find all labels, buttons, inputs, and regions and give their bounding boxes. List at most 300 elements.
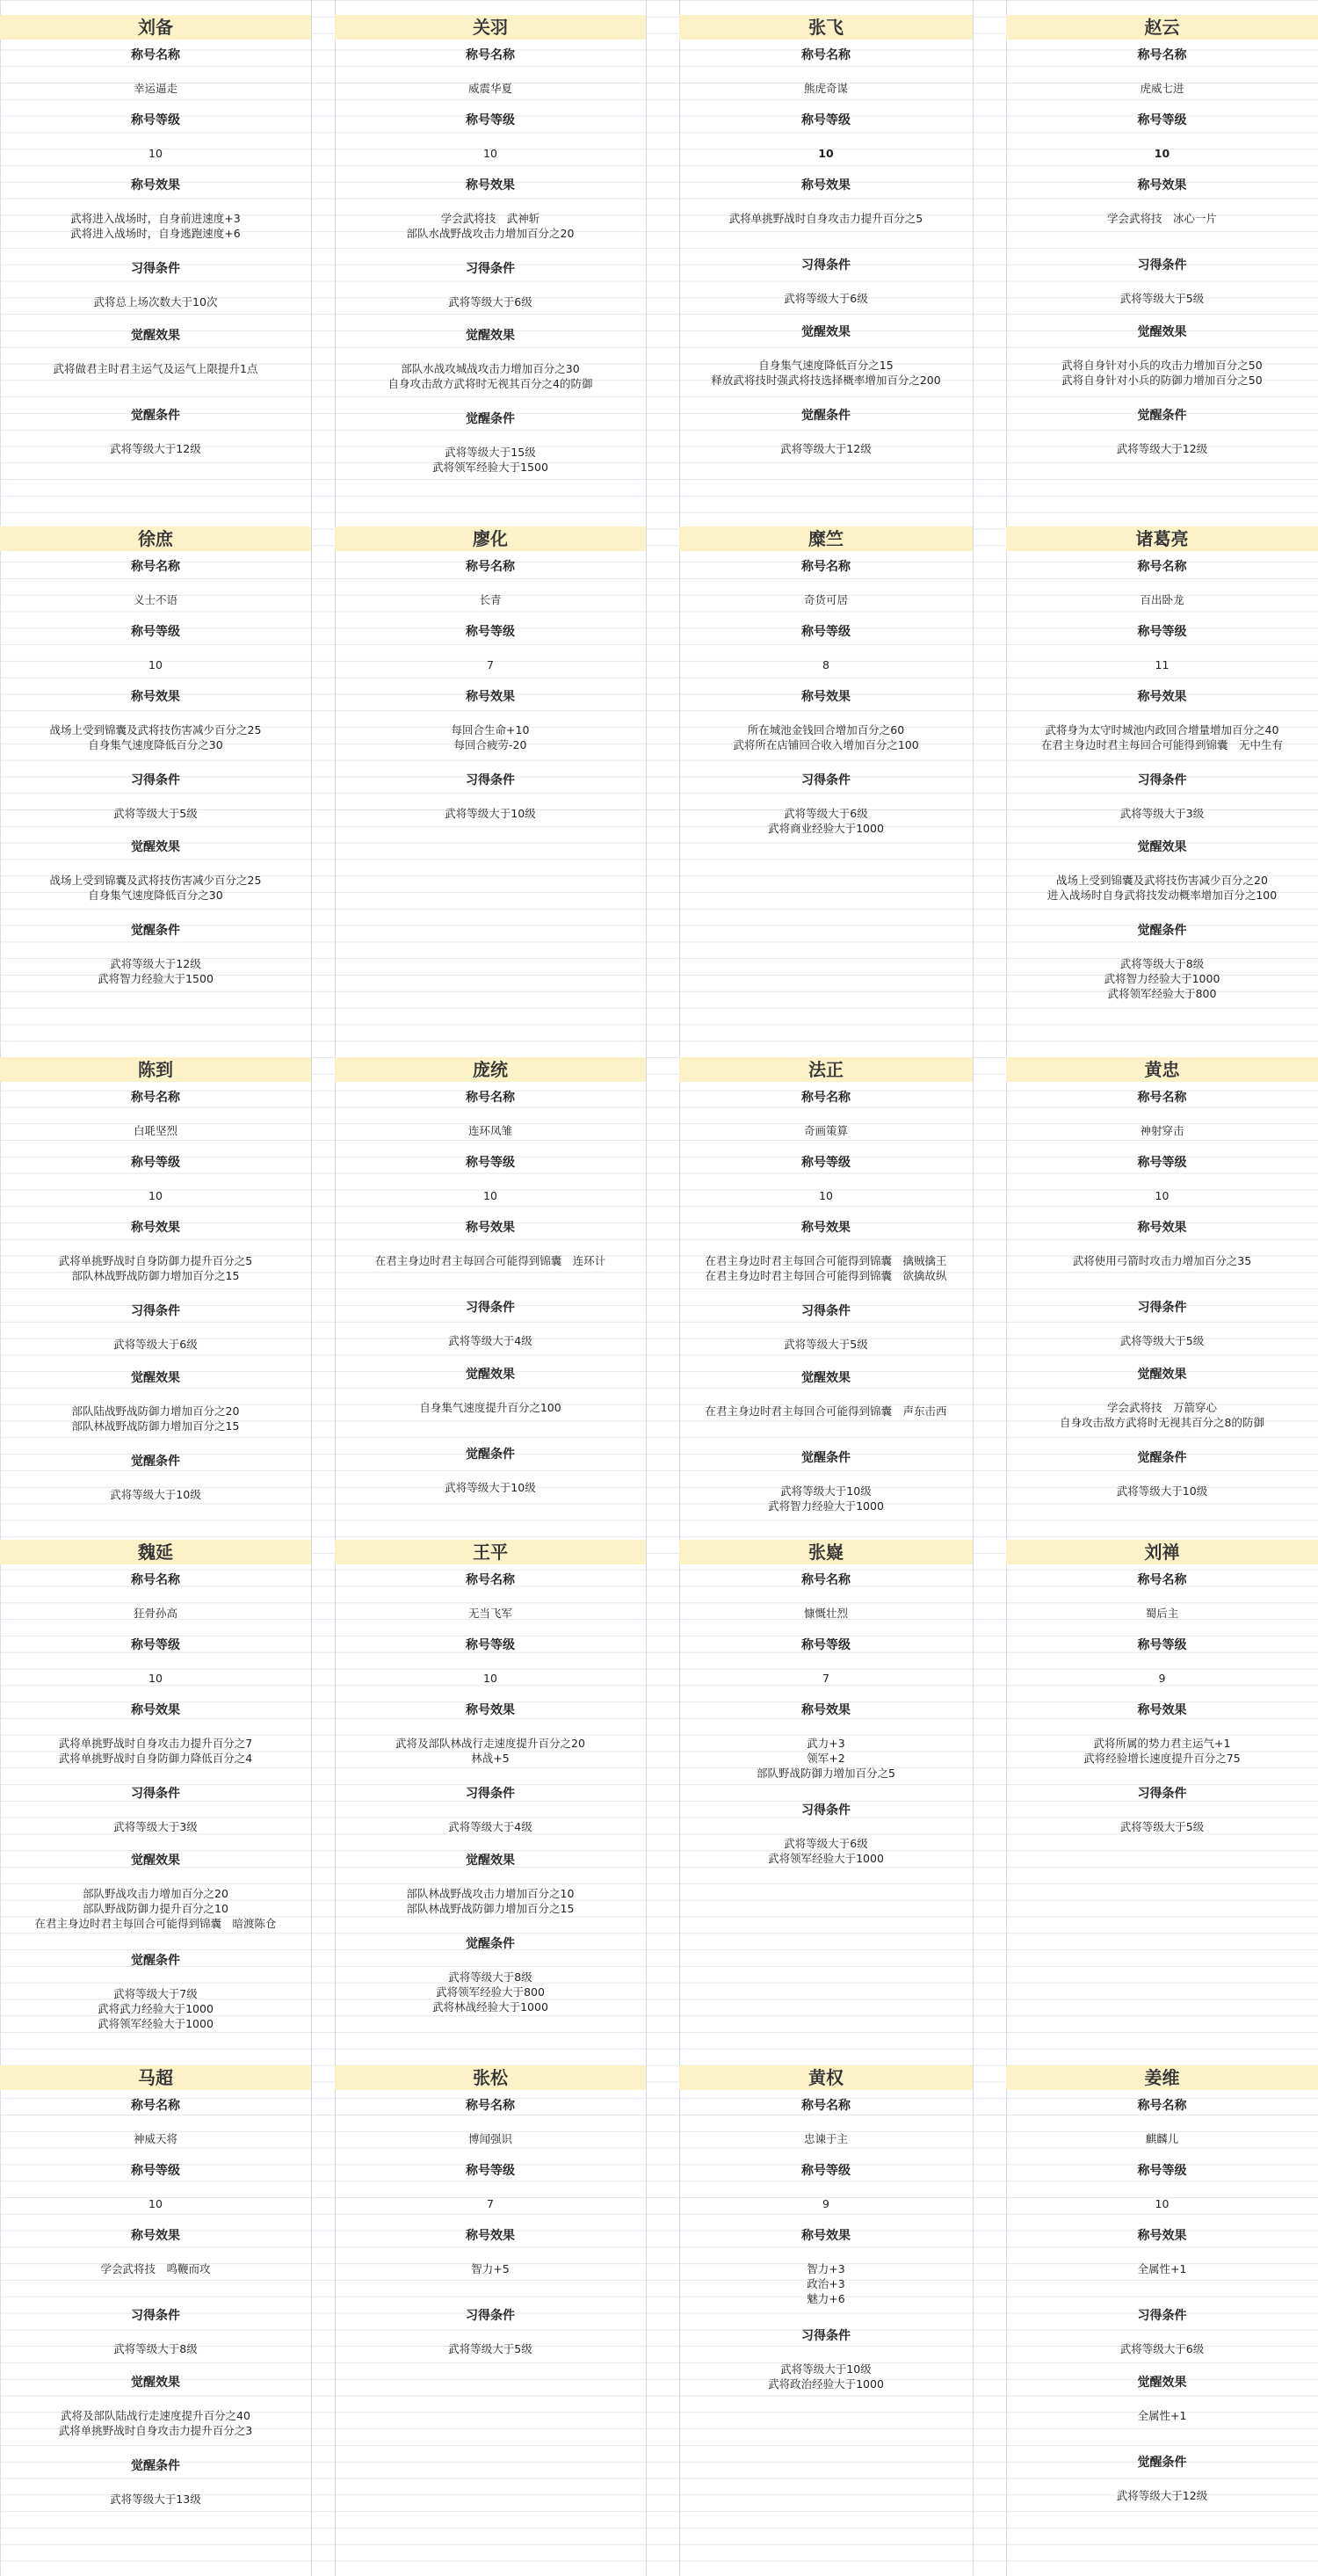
title-level-label: 称号等级 xyxy=(466,2164,515,2178)
title-name-value-lines xyxy=(679,1606,973,1621)
value-line: 武将身为太守时城池内政回合增量增加百分之40 xyxy=(1045,723,1279,737)
value-line: 武将做君主时君主运气及运气上限提升1点 xyxy=(53,362,258,375)
value-line: 武将经验增长速度提升百分之75 xyxy=(1083,1752,1241,1765)
title-level-label: 称号等级 xyxy=(131,2164,180,2178)
learn-condition-value-lines xyxy=(1006,2341,1318,2356)
title-effect-value xyxy=(0,2253,311,2300)
value-line: 武将领军经验大于1000 xyxy=(768,1852,884,1865)
value-line: 在君主身边时君主每回合可能得到锦囊 擒贼擒王 xyxy=(705,1254,947,1267)
value-line: 武将等级大于10级 xyxy=(110,1488,201,1501)
title-level-label: 称号等级 xyxy=(1137,1638,1187,1652)
title-level-value-lines xyxy=(1006,146,1318,161)
grid-line xyxy=(646,0,647,2576)
learn-condition-value xyxy=(1006,282,1318,316)
title-level-value xyxy=(679,1662,973,1694)
value-line: 武将等级大于8级 xyxy=(448,1970,532,1984)
learn-condition-value xyxy=(1006,1324,1318,1359)
title-name-value-lines xyxy=(1006,1123,1318,1138)
title-effect-value xyxy=(679,714,973,765)
title-effect-value xyxy=(335,202,646,253)
value-line: 武将进入战场时，自身逃跑速度+6 xyxy=(70,227,241,240)
title-level-label: 称号等级 xyxy=(466,1638,515,1652)
hero-name-header: 诸葛亮 xyxy=(1006,526,1318,551)
hero-name-header: 陈到 xyxy=(0,1057,311,1082)
title-effect-value-lines xyxy=(0,722,311,752)
title-name-value xyxy=(335,2122,646,2155)
awaken-condition-value-lines xyxy=(1006,441,1318,456)
value-line: 11 xyxy=(1155,658,1170,671)
value-line: 武将政治经验大于1000 xyxy=(768,2377,884,2391)
learn-condition-value xyxy=(335,1810,646,1845)
title-level-value-lines xyxy=(1006,1188,1318,1203)
learn-condition-value xyxy=(0,286,311,320)
value-line: 7 xyxy=(487,2197,494,2210)
learn-condition-label: 习得条件 xyxy=(131,1787,180,1801)
title-level-value xyxy=(0,1179,311,1212)
learn-condition-value xyxy=(335,1324,646,1359)
awaken-effect-value xyxy=(335,352,646,403)
title-effect-label: 称号效果 xyxy=(131,178,180,192)
hero-card xyxy=(679,15,973,467)
title-effect-label: 称号效果 xyxy=(131,1703,180,1717)
value-line: 部队野战攻击力增加百分之20 xyxy=(83,1887,228,1900)
awaken-condition-value-lines xyxy=(0,1487,311,1502)
awaken-effect-label: 觉醒效果 xyxy=(1137,840,1187,854)
title-name-value xyxy=(0,584,311,616)
value-line: 在君主身边时君主每回合可能得到锦囊 声东击西 xyxy=(705,1404,947,1418)
title-level-value-lines xyxy=(335,2196,646,2211)
awaken-condition-value xyxy=(0,2483,311,2517)
value-line: 奇货可居 xyxy=(803,593,848,606)
learn-condition-value-lines xyxy=(679,806,973,836)
awaken-effect-value-lines xyxy=(0,1404,311,1433)
value-line: 自身集气速度降低百分之15 xyxy=(758,359,894,372)
title-effect-label: 称号效果 xyxy=(801,2229,851,2243)
title-level-value xyxy=(0,649,311,681)
awaken-effect-value-lines xyxy=(1006,2408,1318,2423)
value-line: 每回合疲劳-20 xyxy=(453,738,527,751)
awaken-condition-value xyxy=(0,1478,311,1513)
learn-condition-value xyxy=(679,1827,973,1878)
title-effect-value xyxy=(335,714,646,765)
value-line: 武将单挑野战时自身攻击力提升百分之5 xyxy=(728,212,923,225)
value-line: 战场上受到锦囊及武将技伤害减少百分之20 xyxy=(1056,874,1268,887)
title-name-value-lines xyxy=(0,592,311,607)
hero-name-header: 赵云 xyxy=(1006,15,1318,40)
title-name-label: 称号名称 xyxy=(801,48,851,62)
title-level-value-lines xyxy=(1006,2196,1318,2211)
value-line: 自身集气速度降低百分之30 xyxy=(88,738,223,751)
awaken-effect-value xyxy=(1006,2399,1318,2447)
value-line: 武将等级大于5级 xyxy=(784,1338,868,1351)
awaken-effect-value-lines xyxy=(0,361,311,376)
awaken-effect-label: 觉醒效果 xyxy=(131,329,180,343)
awaken-condition-value xyxy=(1006,947,1318,1015)
awaken-effect-value xyxy=(335,1877,646,1928)
learn-condition-label: 习得条件 xyxy=(801,773,851,787)
awaken-effect-value xyxy=(0,1877,311,1945)
value-line: 10 xyxy=(1154,147,1170,160)
awaken-condition-value-lines xyxy=(1006,1484,1318,1498)
title-effect-value xyxy=(335,1727,646,1778)
title-name-value xyxy=(1006,2122,1318,2155)
awaken-condition-label: 觉醒条件 xyxy=(131,1455,180,1469)
awaken-effect-label: 觉醒效果 xyxy=(801,1371,851,1385)
title-level-value-lines xyxy=(0,146,311,161)
title-effect-label: 称号效果 xyxy=(1137,1221,1187,1235)
value-line: 武将单挑野战时自身防御力降低百分之4 xyxy=(58,1752,253,1765)
value-line: 部队野战防御力提升百分之10 xyxy=(83,1902,228,1915)
learn-condition-value xyxy=(0,1810,311,1845)
value-line: 在君主身边时君主每回合可能得到锦囊 无中生有 xyxy=(1040,738,1283,751)
value-line: 武将自身针对小兵的防御力增加百分之50 xyxy=(1061,374,1263,387)
hero-name-header: 魏延 xyxy=(0,1540,311,1564)
title-name-value-lines xyxy=(1006,592,1318,607)
value-line: 武将林战经验大于1000 xyxy=(432,2000,548,2014)
awaken-condition-label: 觉醒条件 xyxy=(131,1954,180,1968)
title-effect-value-lines xyxy=(679,2261,973,2306)
awaken-condition-label: 觉醒条件 xyxy=(801,1451,851,1465)
learn-condition-label: 习得条件 xyxy=(1137,773,1187,787)
title-effect-value xyxy=(679,1244,973,1295)
awaken-condition-value-lines xyxy=(0,441,311,456)
title-level-value-lines xyxy=(335,657,646,672)
awaken-effect-label: 觉醒效果 xyxy=(131,840,180,854)
hero-card xyxy=(0,1540,311,2045)
learn-condition-value-lines xyxy=(0,2341,311,2356)
title-level-label: 称号等级 xyxy=(466,1156,515,1170)
title-effect-label: 称号效果 xyxy=(801,690,851,704)
value-line: 武将等级大于12级 xyxy=(1116,442,1208,455)
value-line: 武将单挑野战时自身攻击力提升百分之7 xyxy=(58,1737,253,1750)
learn-condition-label: 习得条件 xyxy=(1137,2309,1187,2323)
value-line: 武将武力经验大于1000 xyxy=(98,2002,214,2015)
title-effect-label: 称号效果 xyxy=(801,178,851,192)
value-line: 部队林战野战防御力增加百分之15 xyxy=(406,1902,575,1915)
title-effect-value-lines xyxy=(335,2261,646,2276)
title-effect-label: 称号效果 xyxy=(466,690,515,704)
title-effect-value-lines xyxy=(679,211,973,226)
title-level-value-lines xyxy=(0,2196,311,2211)
title-level-value xyxy=(679,137,973,170)
value-line: 武将等级大于5级 xyxy=(1119,1820,1205,1833)
title-level-label: 称号等级 xyxy=(131,1638,180,1652)
hero-name-header: 马超 xyxy=(0,2065,311,2090)
title-name-label: 称号名称 xyxy=(1137,2099,1187,2113)
value-line: 武将等级大于12级 xyxy=(1116,2489,1208,2502)
value-line: 慷慨壮烈 xyxy=(803,1607,848,1620)
awaken-effect-value-lines xyxy=(679,358,973,388)
title-effect-label: 称号效果 xyxy=(131,1221,180,1235)
value-line: 蜀后主 xyxy=(1145,1607,1179,1620)
value-line: 7 xyxy=(487,658,494,671)
title-name-label: 称号名称 xyxy=(801,2099,851,2113)
title-effect-value-lines xyxy=(335,722,646,752)
value-line: 武将等级大于10级 xyxy=(780,1484,872,1498)
value-line: 10 xyxy=(1155,1189,1170,1202)
value-line: 10 xyxy=(148,1189,163,1202)
title-level-value-lines xyxy=(679,1188,973,1203)
hero-name-header: 张嶷 xyxy=(679,1540,973,1564)
title-effect-value xyxy=(0,1727,311,1778)
learn-condition-value xyxy=(335,2333,646,2367)
title-name-value xyxy=(679,1114,973,1147)
title-name-value xyxy=(335,584,646,616)
value-line: 长青 xyxy=(479,593,502,606)
title-effect-label: 称号效果 xyxy=(801,1221,851,1235)
learn-condition-label: 习得条件 xyxy=(131,262,180,276)
awaken-effect-value xyxy=(0,352,311,400)
awaken-effect-value-lines xyxy=(335,1400,646,1415)
hero-card xyxy=(1006,1057,1318,1509)
title-effect-value xyxy=(0,714,311,765)
hero-card xyxy=(0,15,311,467)
learn-condition-label: 习得条件 xyxy=(801,1304,851,1318)
learn-condition-value xyxy=(1006,2333,1318,2367)
awaken-condition-label: 觉醒条件 xyxy=(1137,409,1187,423)
awaken-condition-label: 觉醒条件 xyxy=(1137,2456,1187,2470)
learn-condition-label: 习得条件 xyxy=(1137,1301,1187,1315)
awaken-effect-label: 觉醒效果 xyxy=(466,1368,515,1382)
hero-name-header: 刘禅 xyxy=(1006,1540,1318,1564)
title-level-value xyxy=(0,1662,311,1694)
value-line: 10 xyxy=(483,1672,497,1685)
awaken-condition-label: 觉醒条件 xyxy=(131,924,180,938)
learn-condition-value-lines xyxy=(679,2362,973,2391)
awaken-effect-value xyxy=(679,1395,973,1442)
title-effect-label: 称号效果 xyxy=(1137,1703,1187,1717)
hero-name-header: 糜竺 xyxy=(679,526,973,551)
title-name-label: 称号名称 xyxy=(466,1573,515,1587)
title-level-value xyxy=(1006,2188,1318,2220)
title-level-value xyxy=(0,137,311,170)
value-line: 智力+5 xyxy=(471,2262,510,2275)
hero-name-header: 法正 xyxy=(679,1057,973,1082)
title-level-value xyxy=(335,649,646,681)
title-level-label: 称号等级 xyxy=(801,2164,851,2178)
learn-condition-value xyxy=(0,797,311,831)
value-line: 忠谏于主 xyxy=(803,2132,848,2145)
hero-card xyxy=(0,2065,311,2517)
value-line: 在君主身边时君主每回合可能得到锦囊 连环计 xyxy=(374,1254,606,1267)
value-line: 部队水战攻城战攻击力增加百分之30 xyxy=(401,362,580,375)
awaken-condition-label: 觉醒条件 xyxy=(131,2459,180,2473)
value-line: 百出卧龙 xyxy=(1140,593,1184,606)
value-line: 武将领军经验大于1500 xyxy=(432,461,548,474)
awaken-condition-value xyxy=(0,947,311,998)
value-line: 10 xyxy=(819,1189,833,1202)
title-name-label: 称号名称 xyxy=(131,1091,180,1105)
awaken-effect-label: 觉醒效果 xyxy=(801,325,851,339)
learn-condition-label: 习得条件 xyxy=(466,1787,515,1801)
learn-condition-value xyxy=(679,282,973,316)
title-effect-label: 称号效果 xyxy=(466,2229,515,2243)
value-line: 10 xyxy=(148,658,163,671)
title-name-label: 称号名称 xyxy=(801,1573,851,1587)
hero-card xyxy=(679,526,973,848)
value-line: 武将等级大于15级 xyxy=(445,446,536,459)
value-line: 在君主身边时君主每回合可能得到锦囊 暗渡陈仓 xyxy=(34,1917,277,1930)
value-line: 武将及部队林战行走速度提升百分之20 xyxy=(395,1737,585,1750)
title-name-value xyxy=(0,1597,311,1629)
title-effect-value xyxy=(679,2253,973,2320)
value-line: 武将及部队陆战行走速度提升百分之40 xyxy=(61,2409,250,2422)
title-name-label: 称号名称 xyxy=(466,48,515,62)
title-name-label: 称号名称 xyxy=(1137,1091,1187,1105)
title-name-value-lines xyxy=(679,592,973,607)
title-effect-label: 称号效果 xyxy=(466,178,515,192)
awaken-condition-value-lines xyxy=(679,441,973,456)
value-line: 部队陆战野战防御力增加百分之20 xyxy=(71,1404,240,1418)
title-name-label: 称号名称 xyxy=(466,1091,515,1105)
title-name-value xyxy=(1006,1114,1318,1147)
learn-condition-value-lines xyxy=(0,1819,311,1834)
title-effect-label: 称号效果 xyxy=(801,1703,851,1717)
awaken-effect-value xyxy=(335,1391,646,1439)
value-line: 进入战场时自身武将技发动概率增加百分之100 xyxy=(1046,889,1278,902)
title-effect-value-lines xyxy=(335,1253,646,1268)
title-name-value xyxy=(0,72,311,105)
awaken-condition-label: 觉醒条件 xyxy=(131,409,180,423)
value-line: 战场上受到锦囊及武将技伤害减少百分之25 xyxy=(49,874,262,887)
title-name-value-lines xyxy=(0,1606,311,1621)
title-level-value-lines xyxy=(0,1188,311,1203)
learn-condition-value xyxy=(0,1328,311,1362)
title-effect-value xyxy=(1006,2253,1318,2300)
title-name-value xyxy=(679,584,973,616)
title-level-label: 称号等级 xyxy=(1137,625,1187,639)
hero-card xyxy=(1006,15,1318,467)
hero-card xyxy=(0,1057,311,1513)
title-effect-value xyxy=(335,1244,646,1292)
awaken-condition-value-lines xyxy=(335,1970,646,2014)
title-level-label: 称号等级 xyxy=(131,625,180,639)
value-line: 学会武将技 万箭穿心 xyxy=(1106,1401,1217,1414)
title-level-label: 称号等级 xyxy=(801,113,851,127)
learn-condition-label: 习得条件 xyxy=(801,1803,851,1818)
awaken-condition-label: 觉醒条件 xyxy=(1137,1451,1187,1465)
value-line: 学会武将技 武神斩 xyxy=(440,212,540,225)
value-line: 武将等级大于5级 xyxy=(113,807,198,820)
hero-card xyxy=(1006,1540,1318,1845)
awaken-condition-value-lines xyxy=(1006,956,1318,1001)
learn-condition-value-lines xyxy=(335,2341,646,2356)
learn-condition-value-lines xyxy=(335,806,646,821)
value-line: 武将等级大于10级 xyxy=(445,807,536,820)
title-effect-value-lines xyxy=(679,1736,973,1781)
hero-name-header: 关羽 xyxy=(335,15,646,40)
title-level-value xyxy=(335,1179,646,1212)
title-effect-label: 称号效果 xyxy=(466,1703,515,1717)
learn-condition-value-lines xyxy=(679,1836,973,1866)
title-level-label: 称号等级 xyxy=(466,625,515,639)
learn-condition-value-lines xyxy=(1006,1333,1318,1348)
value-line: 每回合生命+10 xyxy=(451,723,530,737)
learn-condition-value-lines xyxy=(1006,291,1318,306)
title-effect-value xyxy=(335,2253,646,2300)
title-level-label: 称号等级 xyxy=(1137,1156,1187,1170)
title-level-label: 称号等级 xyxy=(801,1638,851,1652)
value-line: 武将等级大于13级 xyxy=(110,2493,201,2506)
hero-name-header: 刘备 xyxy=(0,15,311,40)
title-level-label: 称号等级 xyxy=(801,625,851,639)
value-line: 武将自身针对小兵的攻击力增加百分之50 xyxy=(1061,359,1263,372)
title-name-label: 称号名称 xyxy=(801,560,851,574)
title-name-label: 称号名称 xyxy=(466,560,515,574)
title-level-value-lines xyxy=(1006,1671,1318,1686)
value-line: 10 xyxy=(148,147,163,160)
title-name-value xyxy=(335,72,646,105)
awaken-condition-value xyxy=(1006,1475,1318,1509)
awaken-effect-value-lines xyxy=(1006,1400,1318,1430)
title-effect-label: 称号效果 xyxy=(1137,2229,1187,2243)
value-line: 武将等级大于6级 xyxy=(113,1338,198,1351)
value-line: 武将智力经验大于1000 xyxy=(1104,972,1220,985)
value-line: 武将领军经验大于1000 xyxy=(98,2017,214,2030)
awaken-effect-value-lines xyxy=(1006,358,1318,388)
title-name-value xyxy=(0,2122,311,2155)
awaken-condition-label: 觉醒条件 xyxy=(1137,924,1187,938)
value-line: 10 xyxy=(483,1189,497,1202)
value-line: 武将单挑野战时自身防御力提升百分之5 xyxy=(58,1254,253,1267)
awaken-condition-value xyxy=(1006,2479,1318,2514)
hero-card xyxy=(335,1540,646,2028)
awaken-condition-value-lines xyxy=(0,1986,311,2031)
value-line: 部队林战野战防御力增加百分之15 xyxy=(71,1419,240,1433)
value-line: 林战+5 xyxy=(471,1752,510,1765)
title-level-value-lines xyxy=(1006,657,1318,672)
title-level-value-lines xyxy=(0,1671,311,1686)
title-effect-value xyxy=(1006,1727,1318,1778)
title-level-value xyxy=(1006,137,1318,170)
title-level-label: 称号等级 xyxy=(131,1156,180,1170)
awaken-condition-value-lines xyxy=(1006,2488,1318,2503)
title-name-value xyxy=(0,1114,311,1147)
learn-condition-label: 习得条件 xyxy=(801,258,851,272)
value-line: 政治+3 xyxy=(807,2277,845,2290)
title-effect-label: 称号效果 xyxy=(1137,690,1187,704)
value-line: 释放武将技时强武将技选择概率增加百分之200 xyxy=(711,374,941,387)
awaken-effect-value xyxy=(679,349,973,400)
value-line: 9 xyxy=(822,2197,829,2210)
title-effect-value xyxy=(1006,202,1318,250)
title-level-value-lines xyxy=(335,1671,646,1686)
hero-card xyxy=(1006,526,1318,1015)
title-name-value xyxy=(679,1597,973,1629)
title-effect-value-lines xyxy=(0,1253,311,1283)
awaken-condition-label: 觉醒条件 xyxy=(466,412,515,426)
title-name-value-lines xyxy=(679,2131,973,2146)
awaken-condition-label: 觉醒条件 xyxy=(466,1937,515,1951)
title-effect-value xyxy=(0,1244,311,1295)
title-name-label: 称号名称 xyxy=(801,1091,851,1105)
value-line: 武将单挑野战时自身攻击力提升百分之3 xyxy=(58,2424,253,2437)
awaken-effect-label: 觉醒效果 xyxy=(131,1854,180,1868)
awaken-condition-value xyxy=(335,436,646,487)
awaken-effect-value-lines xyxy=(0,873,311,903)
value-line: 武将等级大于7级 xyxy=(113,1987,198,2000)
awaken-condition-value xyxy=(679,432,973,467)
title-name-label: 称号名称 xyxy=(131,560,180,574)
awaken-effect-label: 觉醒效果 xyxy=(1137,1368,1187,1382)
value-line: 武将等级大于6级 xyxy=(784,807,868,820)
title-name-value xyxy=(335,1114,646,1147)
title-level-value xyxy=(335,2188,646,2220)
value-line: 学会武将技 冰心一片 xyxy=(1106,212,1217,225)
value-line: 在君主身边时君主每回合可能得到锦囊 欲擒故纵 xyxy=(705,1269,947,1282)
learn-condition-label: 习得条件 xyxy=(131,773,180,787)
value-line: 虎威七进 xyxy=(1140,82,1184,95)
